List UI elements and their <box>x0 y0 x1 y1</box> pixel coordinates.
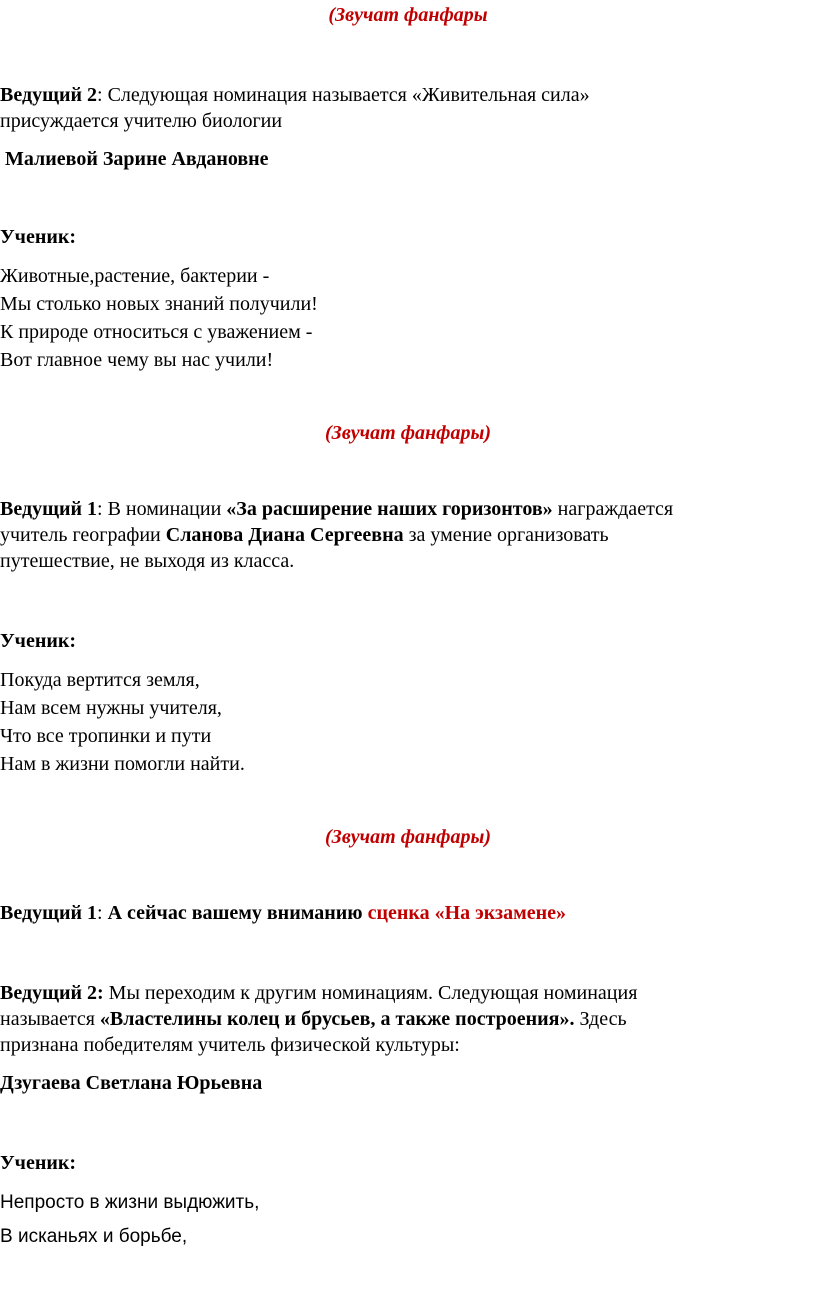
verse-line: Животные,растение, бактерии - <box>0 265 270 287</box>
speaker-host-2: Ведущий 2: <box>0 982 104 1004</box>
stage-direction-fanfare-3: (Звучат фанфары) <box>325 826 491 848</box>
paragraph-text: присуждается учителю биологии <box>0 110 283 132</box>
verse-line: К природе относиться с уважением - <box>0 321 313 343</box>
verse-3 <box>0 1186 259 1254</box>
paragraph-text: награждается <box>552 498 674 520</box>
verse-line: Мы столько новых знаний получили! <box>0 293 318 315</box>
paragraph-text: признана победителям учитель физической культуры: <box>0 1034 460 1056</box>
speaker-colon: : <box>97 902 103 924</box>
verse-line: Что все тропинки и пути <box>0 725 212 747</box>
awardee-name-2: Сланова Диана Сергеевна <box>165 524 404 546</box>
verse-1 <box>0 262 318 374</box>
speaker-host-1: Ведущий 1 <box>0 498 98 520</box>
speaker-host-2: Ведущий 2 <box>0 84 98 106</box>
verse-line: Покуда вертится земля, <box>0 669 200 691</box>
paragraph-text: Мы переходим к другим номинациям. Следующая номинация <box>103 982 638 1004</box>
verse-line: Вот главное чему вы нас учили! <box>0 349 274 371</box>
paragraph-text: называется <box>0 1008 100 1030</box>
skit-title: сценка «На экзамене» <box>367 902 566 924</box>
student-label-text: Ученик: <box>0 630 77 652</box>
host2-nomination-paragraph <box>0 82 590 134</box>
paragraph-text: учитель географии <box>0 524 166 546</box>
student-label-text: Ученик: <box>0 1152 77 1174</box>
nomination-title: «Властелины колец и брусьев, а также построения». <box>99 1008 575 1030</box>
speaker-host-1: Ведущий 1 <box>0 902 98 924</box>
awardee-name-1 <box>5 146 269 172</box>
student-label-3 <box>0 1150 76 1176</box>
awardee-name-3 <box>0 1070 262 1096</box>
stage-direction-fanfare-2: (Звучат фанфары) <box>325 422 491 444</box>
host1-announcement <box>0 900 566 926</box>
awardee-name-text: Малиевой Зарине Авдановне <box>5 148 269 170</box>
paragraph-text: за умение организовать <box>403 524 609 546</box>
host1-nomination-paragraph <box>0 496 673 574</box>
verse-line: В исканьях и борьбе, <box>0 1226 188 1247</box>
student-label-2 <box>0 628 76 654</box>
verse-line: Нам всем нужны учителя, <box>0 697 222 719</box>
announcement-text: А сейчас вашему вниманию <box>102 902 368 924</box>
verse-line: Непросто в жизни выдюжить, <box>0 1192 260 1213</box>
nomination-title: «За расширение наших горизонтов» <box>226 498 553 520</box>
paragraph-text: Следующая номинация называется «Живительная сила» <box>102 84 590 106</box>
host2-nomination-paragraph-2 <box>0 980 637 1058</box>
speaker-colon: : <box>97 84 103 106</box>
paragraph-text: путешествие, не выходя из класса. <box>0 550 295 572</box>
speaker-colon: : <box>97 498 103 520</box>
paragraph-text: Здесь <box>574 1008 627 1030</box>
student-label-text: Ученик: <box>0 226 77 248</box>
student-label-1 <box>0 224 76 250</box>
awardee-name-text: Дзугаева Светлана Юрьевна <box>0 1072 263 1094</box>
paragraph-text: В номинации <box>102 498 227 520</box>
verse-2 <box>0 666 245 778</box>
verse-line: Нам в жизни помогли найти. <box>0 753 245 775</box>
stage-direction-fanfare-1: (Звучат фанфары <box>328 4 488 26</box>
